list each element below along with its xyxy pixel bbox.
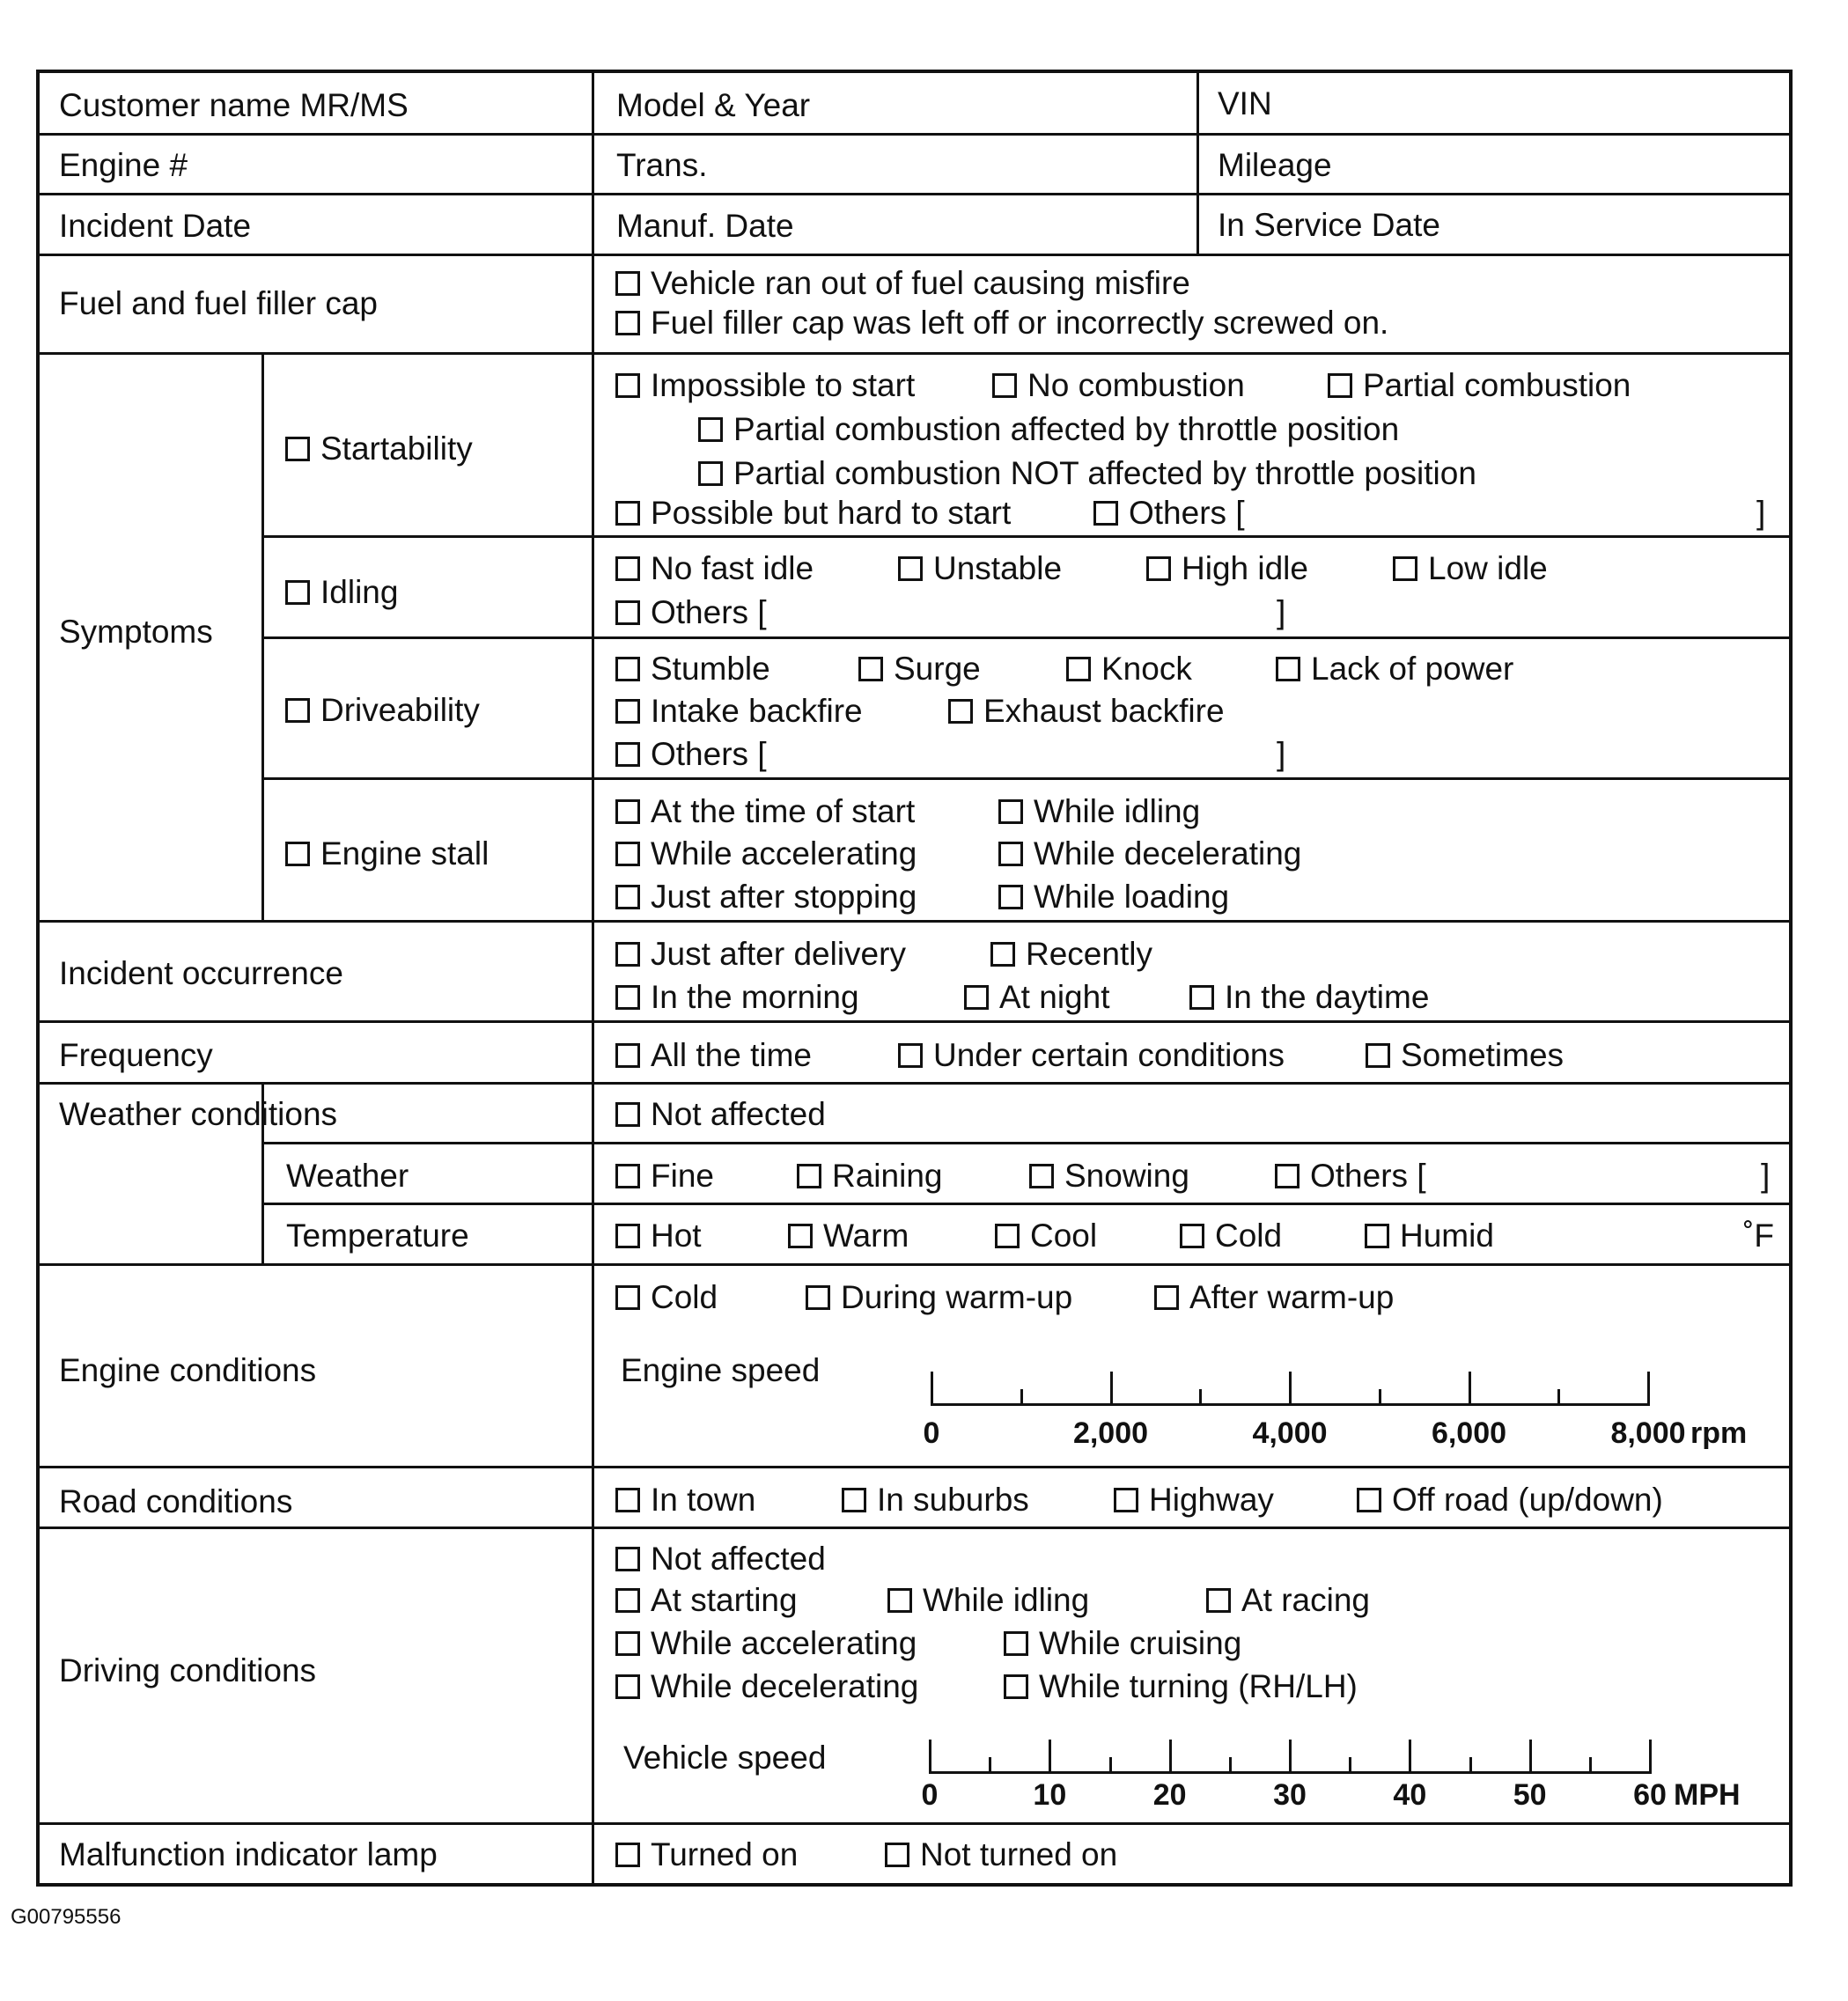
incident-date-label: Incident Date [59,208,252,244]
checkbox-sometimes[interactable] [1366,1039,1564,1071]
frequency-label: Frequency [59,1037,213,1073]
vehicle-speed-unit: MPH [1674,1778,1741,1812]
checkbox-icon[interactable] [948,699,973,724]
checkbox-icon[interactable] [615,742,640,767]
checkbox-label: Possible but hard to start [651,495,1012,531]
checkbox-during-warm-up[interactable] [806,1281,1072,1313]
scale-major-tick [1289,1372,1292,1403]
scale-tick-label: 0 [921,1778,939,1812]
vin-label: VIN [1218,85,1272,121]
checkbox-icon[interactable] [1276,657,1300,681]
checkbox-icon[interactable] [615,1043,640,1068]
bracket-close: ] [1761,1158,1771,1194]
scale-tick-label: 50 [1513,1778,1547,1812]
checkbox-icon[interactable] [698,417,723,442]
row-divider [40,1263,1789,1266]
customer-name-label: Customer name MR/MS [59,87,409,123]
driving-conditions-label: Driving conditions [59,1652,317,1688]
checkbox-label: While loading [1034,879,1230,915]
scale-minor-tick [1379,1389,1381,1403]
checkbox-while-turning[interactable] [1004,1670,1358,1703]
checkbox-label: All the time [651,1037,813,1073]
checkbox-label: Turned on [651,1836,799,1872]
scale-major-tick [1529,1740,1532,1771]
checkbox-driving-while-accelerating[interactable] [615,1627,917,1659]
checkbox-at-night[interactable] [964,981,1109,1013]
checkbox-icon[interactable] [1189,985,1214,1010]
checkbox-label: Cold [651,1279,718,1315]
checkbox-hard-to-start[interactable] [615,497,1011,529]
scale-major-tick [1409,1740,1411,1771]
checkbox-icon[interactable] [615,699,640,724]
checkbox-icon[interactable] [797,1164,821,1188]
scale-tick-label: 0 [923,1416,940,1450]
checkbox-label: Idling [320,574,399,610]
checkbox-label: Highway [1149,1482,1274,1518]
checkbox-humid[interactable] [1365,1219,1494,1252]
row-divider [40,254,1789,256]
checkbox-label: Exhaust backfire [983,693,1225,729]
checkbox-label: Not affected [651,1096,826,1132]
checkbox-label: During warm-up [841,1279,1073,1315]
checkbox-weather-not-affected[interactable] [615,1098,826,1130]
incident-occurrence-label: Incident occurrence [59,955,343,991]
engine-conditions-label: Engine conditions [59,1352,317,1388]
scale-major-tick [1289,1740,1292,1771]
checkbox-driving-while-idling[interactable] [887,1584,1089,1616]
checkbox-weather-others[interactable] [1275,1159,1426,1192]
checkbox-icon[interactable] [964,985,989,1010]
checkbox-label: In suburbs [877,1482,1029,1518]
symptoms-label: Symptoms [59,614,213,650]
checkbox-surge[interactable] [858,652,981,685]
checkbox-icon[interactable] [615,1674,640,1699]
scale-major-tick [1647,1372,1650,1403]
checkbox-label: At night [999,979,1110,1015]
checkbox-low-idle[interactable] [1393,552,1548,585]
scale-baseline [929,1771,1652,1774]
checkbox-icon[interactable] [995,1224,1020,1248]
checkbox-lack-of-power[interactable] [1276,652,1513,685]
checkbox-raining[interactable] [797,1159,942,1192]
checkbox-stumble[interactable] [615,652,770,685]
scale-major-tick [931,1372,933,1403]
checkbox-label: Just after delivery [651,936,906,972]
checkbox-icon[interactable] [285,698,310,723]
checkbox-at-time-of-start[interactable] [615,795,915,828]
checkbox-label: Fine [651,1158,714,1194]
checkbox-just-after-stopping[interactable] [615,880,917,913]
vehicle-speed-label: Vehicle speed [623,1740,827,1776]
checkbox-just-after-delivery[interactable] [615,938,906,970]
scale-major-tick [1169,1740,1172,1771]
checkbox-icon[interactable] [615,942,640,967]
checkbox-icon[interactable] [806,1285,830,1310]
scale-minor-tick [1557,1389,1560,1403]
checkbox-label: Startability [320,430,473,467]
checkbox-while-loading[interactable] [998,880,1229,913]
checkbox-icon[interactable] [788,1224,813,1248]
checkbox-label: Recently [1026,936,1152,972]
diagnostic-questionnaire-form [36,70,1793,1887]
checkbox-label: Others [ [651,594,767,630]
checkbox-cool[interactable] [995,1219,1097,1252]
checkbox-engine-cold[interactable] [615,1281,718,1313]
checkbox-no-combustion[interactable] [992,369,1245,401]
checkbox-label: Intake backfire [651,693,863,729]
checkbox-icon[interactable] [615,985,640,1010]
checkbox-icon[interactable] [615,1588,640,1613]
checkbox-label: High idle [1182,550,1308,586]
checkbox-label: Others [ [651,736,767,772]
checkbox-label: While idling [1034,793,1201,829]
in-service-date-label: In Service Date [1218,207,1440,243]
checkbox-label: Under certain conditions [933,1037,1285,1073]
bracket-close: ] [1277,736,1286,772]
checkbox-icon[interactable] [1004,1674,1028,1699]
checkbox-in-the-morning[interactable] [615,981,859,1013]
checkbox-icon[interactable] [615,271,640,296]
checkbox-stall-while-idling[interactable] [998,795,1200,828]
checkbox-startability[interactable] [285,432,473,465]
checkbox-label: Knock [1101,651,1192,687]
checkbox-label: Sometimes [1401,1037,1565,1073]
checkbox-label: Engine stall [320,835,490,872]
checkbox-stall-while-accelerating[interactable] [615,837,917,870]
checkbox-label: While accelerating [651,1625,917,1661]
scale-tick-label: 20 [1152,1778,1187,1812]
row-divider [40,352,1789,355]
scale-minor-tick [1199,1389,1202,1403]
checkbox-idling-others[interactable] [615,596,767,629]
checkbox-label: While decelerating [651,1668,919,1704]
checkbox-icon[interactable] [885,1843,909,1867]
checkbox-icon[interactable] [615,1631,640,1656]
checkbox-label: Raining [832,1158,943,1194]
scale-minor-tick [1589,1757,1592,1771]
weather-label: Weather [286,1158,409,1194]
checkbox-in-town[interactable] [615,1483,755,1516]
checkbox-icon[interactable] [615,311,640,335]
checkbox-label: Cool [1030,1218,1098,1254]
scale-baseline [931,1403,1650,1406]
scale-tick-label: 30 [1273,1778,1307,1812]
scale-tick-label: 4,000 [1252,1416,1328,1450]
checkbox-label: Others [ [1129,495,1245,531]
checkbox-icon[interactable] [1093,501,1118,526]
checkbox-unstable[interactable] [898,552,1062,585]
checkbox-icon[interactable] [992,373,1017,398]
checkbox-label: Driveability [320,692,480,728]
scale-major-tick [929,1740,931,1771]
checkbox-partial-combustion-not-throttle[interactable] [698,457,1476,489]
checkbox-ran-out-of-fuel[interactable] [615,267,1190,299]
checkbox-label: Warm [823,1218,909,1254]
scale-major-tick [1110,1372,1113,1403]
row-divider [40,1466,1789,1468]
manuf-date-label: Manuf. Date [616,208,794,244]
checkbox-driving-not-affected[interactable] [615,1542,826,1575]
checkbox-icon[interactable] [615,556,640,581]
checkbox-snowing[interactable] [1029,1159,1189,1192]
checkbox-turned-on[interactable] [615,1838,798,1871]
checkbox-label: Not turned on [920,1836,1118,1872]
engine-speed-unit: rpm [1690,1416,1748,1450]
checkbox-under-certain-conditions[interactable] [898,1039,1285,1071]
checkbox-label: While decelerating [1034,835,1302,872]
checkbox-label: Lack of power [1311,651,1514,687]
checkbox-icon[interactable] [1180,1224,1204,1248]
checkbox-icon[interactable] [1357,1488,1381,1512]
checkbox-icon[interactable] [615,600,640,625]
checkbox-icon[interactable] [858,657,883,681]
checkbox-label: Off road (up/down) [1392,1482,1663,1518]
checkbox-driveability-others[interactable] [615,738,767,770]
checkbox-icon[interactable] [1393,556,1417,581]
checkbox-label: At starting [651,1582,798,1618]
checkbox-icon[interactable] [615,885,640,909]
row-divider [40,193,1789,195]
checkbox-label: Not affected [651,1541,826,1577]
engine-number-label: Engine # [59,147,188,183]
checkbox-temp-cold[interactable] [1180,1219,1282,1252]
checkbox-label: Stumble [651,651,770,687]
figure-code: G00795556 [11,1905,121,1929]
checkbox-no-fast-idle[interactable] [615,552,814,585]
checkbox-icon[interactable] [1114,1488,1138,1512]
engine-speed-label: Engine speed [621,1352,821,1388]
model-year-label: Model & Year [616,87,811,123]
checkbox-icon[interactable] [615,1843,640,1867]
mileage-label: Mileage [1218,147,1332,183]
row-divider [40,920,1789,923]
checkbox-label: While idling [923,1582,1090,1618]
temperature-label: Temperature [286,1218,469,1254]
checkbox-in-the-daytime[interactable] [1189,981,1429,1013]
checkbox-partial-combustion-throttle[interactable] [698,413,1399,445]
checkbox-idling[interactable] [285,576,398,608]
checkbox-icon[interactable] [285,580,310,605]
checkbox-hot[interactable] [615,1219,702,1252]
weather-conditions-label: Weather conditions [59,1096,338,1132]
checkbox-recently[interactable] [990,938,1152,970]
checkbox-label: In town [651,1482,756,1518]
checkbox-icon[interactable] [887,1588,912,1613]
checkbox-label: After warm-up [1189,1279,1395,1315]
fuel-label: Fuel and fuel filler cap [59,285,378,321]
checkbox-after-warm-up[interactable] [1154,1281,1394,1313]
checkbox-icon[interactable] [615,1285,640,1310]
checkbox-icon[interactable] [615,657,640,681]
checkbox-icon[interactable] [1004,1631,1028,1656]
checkbox-icon[interactable] [1146,556,1171,581]
checkbox-fine[interactable] [615,1159,714,1192]
checkbox-in-suburbs[interactable] [842,1483,1029,1516]
road-conditions-label: Road conditions [59,1483,293,1519]
checkbox-exhaust-backfire[interactable] [948,695,1225,727]
scale-minor-tick [1109,1757,1112,1771]
checkbox-label: Hot [651,1218,702,1254]
bracket-close: ] [1756,495,1766,531]
checkbox-label: Partial combustion [1363,367,1631,403]
checkbox-icon[interactable] [1366,1043,1390,1068]
checkbox-label: Snowing [1064,1158,1189,1194]
checkbox-icon[interactable] [615,501,640,526]
bracket-close: ] [1277,594,1286,630]
scale-minor-tick [989,1757,991,1771]
checkbox-filler-cap-left-off[interactable] [615,306,1388,339]
scale-minor-tick [1229,1757,1232,1771]
checkbox-icon[interactable] [615,842,640,866]
checkbox-label: At racing [1241,1582,1371,1618]
checkbox-icon[interactable] [615,373,640,398]
checkbox-icon[interactable] [615,1102,640,1127]
row-divider [40,1526,1789,1529]
checkbox-driveability[interactable] [285,694,480,726]
checkbox-icon[interactable] [1328,373,1352,398]
checkbox-icon[interactable] [615,1224,640,1248]
checkbox-impossible-to-start[interactable] [615,369,915,401]
scale-tick-label: 8,000 [1610,1416,1686,1450]
checkbox-icon[interactable] [1154,1285,1179,1310]
checkbox-label: While accelerating [651,835,917,872]
checkbox-icon[interactable] [998,799,1023,824]
scale-major-tick [1049,1740,1051,1771]
row-divider [40,1020,1789,1023]
checkbox-label: Cold [1215,1218,1283,1254]
checkbox-label: Partial combustion NOT affected by throttle position [733,455,1476,491]
mil-label: Malfunction indicator lamp [59,1836,438,1872]
checkbox-icon[interactable] [285,842,310,866]
checkbox-engine-stall[interactable] [285,837,489,870]
checkbox-icon[interactable] [898,1043,923,1068]
scale-major-tick [1649,1740,1652,1771]
checkbox-highway[interactable] [1114,1483,1274,1516]
checkbox-stall-while-decelerating[interactable] [998,837,1301,870]
checkbox-icon[interactable] [842,1488,866,1512]
row-divider [261,636,1789,639]
checkbox-knock[interactable] [1066,652,1192,685]
checkbox-label: While cruising [1039,1625,1242,1661]
checkbox-warm[interactable] [788,1219,909,1252]
checkbox-label: Low idle [1428,550,1548,586]
checkbox-icon[interactable] [1066,657,1091,681]
checkbox-label: Fuel filler cap was left off or incorrectly screwed on. [651,305,1389,341]
checkbox-icon[interactable] [285,437,310,461]
checkbox-icon[interactable] [615,1164,640,1188]
column-divider [592,73,594,1887]
scale-minor-tick [1020,1389,1023,1403]
checkbox-while-cruising[interactable] [1004,1627,1241,1659]
checkbox-not-turned-on[interactable] [885,1838,1117,1871]
scale-tick-label: 2,000 [1072,1416,1149,1450]
checkbox-label: No fast idle [651,550,814,586]
checkbox-label: No combustion [1027,367,1245,403]
checkbox-label: Partial combustion affected by throttle position [733,411,1400,447]
column-divider [261,353,264,921]
scale-tick-label: 6,000 [1431,1416,1507,1450]
scale-tick-label: 40 [1393,1778,1427,1812]
checkbox-label: Unstable [933,550,1063,586]
checkbox-icon[interactable] [615,1547,640,1571]
checkbox-icon[interactable] [1275,1164,1299,1188]
checkbox-driving-while-decelerating[interactable] [615,1670,918,1703]
checkbox-icon[interactable] [615,1488,640,1512]
checkbox-icon[interactable] [990,942,1015,967]
column-divider [1196,73,1199,254]
row-divider [40,1822,1789,1825]
temperature-unit: ˚F [1743,1218,1774,1254]
row-divider [261,1142,1789,1144]
checkbox-label: Impossible to start [651,367,916,403]
checkbox-high-idle[interactable] [1146,552,1308,585]
checkbox-icon[interactable] [998,842,1023,866]
checkbox-label: At the time of start [651,793,916,829]
scale-tick-label: 60 [1633,1778,1667,1812]
row-divider [261,1203,1789,1205]
scale-minor-tick [1349,1757,1351,1771]
checkbox-at-starting[interactable] [615,1584,798,1616]
trans-label: Trans. [616,147,708,183]
checkbox-label: While turning (RH/LH) [1039,1668,1358,1704]
checkbox-icon[interactable] [1029,1164,1054,1188]
checkbox-label: In the daytime [1225,979,1430,1015]
scale-minor-tick [1469,1757,1472,1771]
checkbox-label: Others [ [1310,1158,1426,1194]
scale-major-tick [1469,1372,1471,1403]
checkbox-icon[interactable] [998,885,1023,909]
row-divider [40,133,1789,136]
checkbox-label: Vehicle ran out of fuel causing misfire [651,265,1190,301]
checkbox-icon[interactable] [898,556,923,581]
checkbox-label: In the morning [651,979,859,1015]
checkbox-label: Humid [1400,1218,1494,1254]
checkbox-partial-combustion[interactable] [1328,369,1631,401]
checkbox-at-racing[interactable] [1206,1584,1370,1616]
checkbox-label: Surge [894,651,981,687]
checkbox-icon[interactable] [615,799,640,824]
checkbox-intake-backfire[interactable] [615,695,863,727]
scale-tick-label: 10 [1033,1778,1067,1812]
checkbox-startability-others[interactable] [1093,497,1245,529]
checkbox-label: Just after stopping [651,879,917,915]
checkbox-icon[interactable] [1365,1224,1389,1248]
checkbox-all-the-time[interactable] [615,1039,812,1071]
row-divider [40,1082,1789,1085]
checkbox-icon[interactable] [698,461,723,486]
row-divider [261,535,1789,538]
row-divider [261,777,1789,780]
checkbox-off-road[interactable] [1357,1483,1663,1516]
checkbox-icon[interactable] [1206,1588,1231,1613]
